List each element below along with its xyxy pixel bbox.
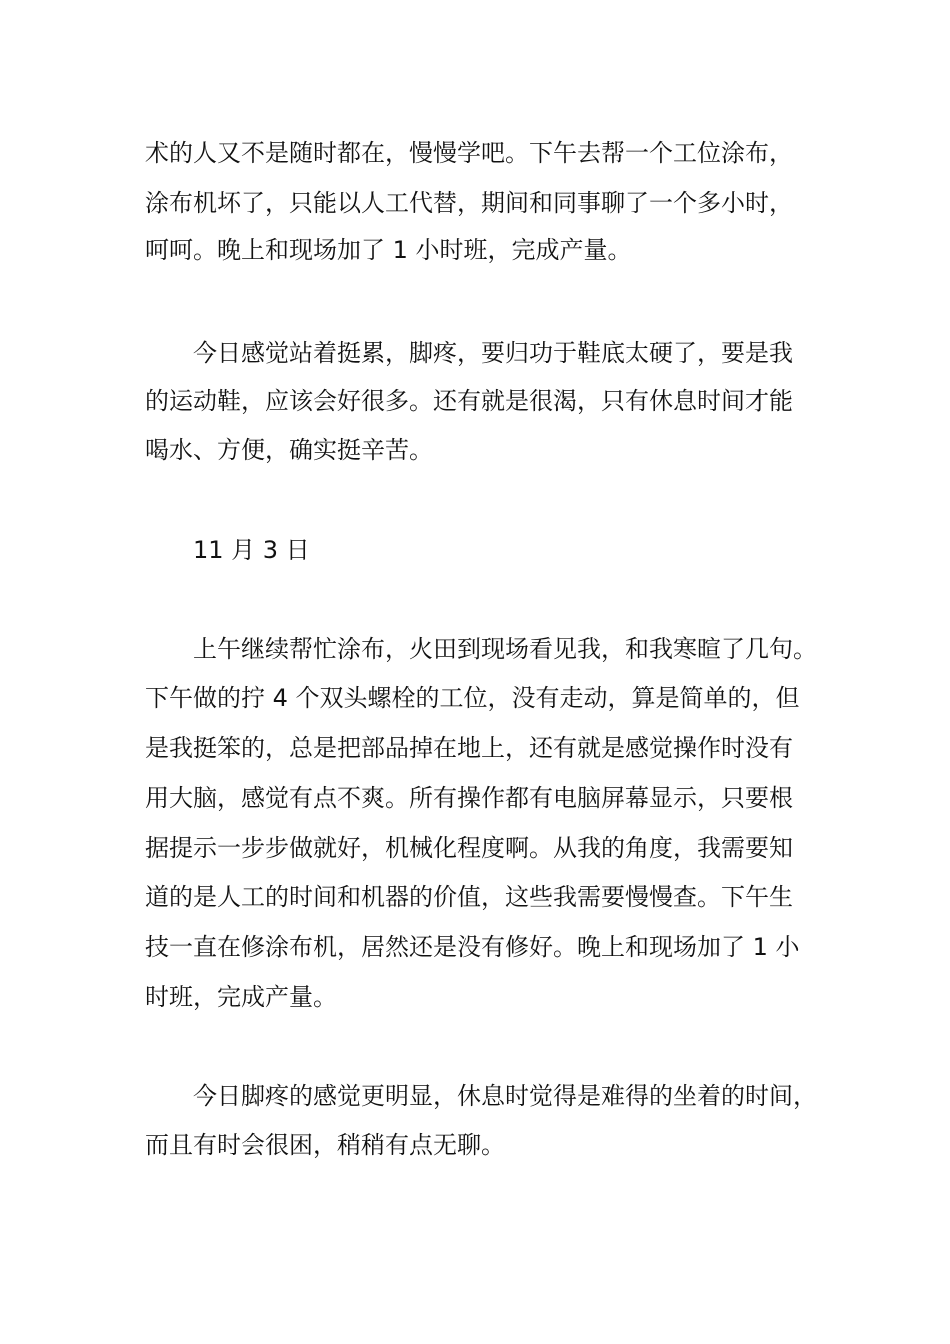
paragraph-3-line-3: 是我挺笨的，总是把部品掉在地上，还有就是感觉操作时没有 bbox=[145, 734, 793, 762]
paragraph-3-line-6: 道的是人工的时间和机器的价值，这些我需要慢慢查。下午生 bbox=[145, 883, 793, 911]
paragraph-1-line-1: 术的人又不是随时都在，慢慢学吧。下午去帮一个工位涂布， bbox=[145, 139, 793, 167]
paragraph-1-line-3: 呵呵。晚上和现场加了 1 小时班，完成产量。 bbox=[145, 236, 632, 264]
paragraph-2-line-1: 今日感觉站着挺累，脚疼，要归功于鞋底太硬了，要是我 bbox=[193, 339, 793, 367]
paragraph-2-line-3: 喝水、方便，确实挺辛苦。 bbox=[145, 436, 433, 464]
paragraph-3-line-8: 时班，完成产量。 bbox=[145, 983, 337, 1011]
paragraph-1-line-2: 涂布机坏了，只能以人工代替，期间和同事聊了一个多小时， bbox=[145, 189, 793, 217]
paragraph-3-line-4: 用大脑，感觉有点不爽。所有操作都有电脑屏幕显示，只要根 bbox=[145, 784, 793, 812]
date-heading: 11 月 3 日 bbox=[193, 536, 310, 564]
paragraph-4-line-1: 今日脚疼的感觉更明显，休息时觉得是难得的坐着的时间， bbox=[193, 1082, 817, 1110]
paragraph-2-line-2: 的运动鞋，应该会好很多。还有就是很渴，只有休息时间才能 bbox=[145, 387, 793, 415]
paragraph-4-line-2: 而且有时会很困，稍稍有点无聊。 bbox=[145, 1131, 505, 1159]
paragraph-3-line-7: 技一直在修涂布机，居然还是没有修好。晚上和现场加了 1 小 bbox=[145, 933, 800, 961]
paragraph-3-line-1: 上午继续帮忙涂布，火田到现场看见我，和我寒暄了几句。 bbox=[193, 635, 817, 663]
paragraph-3-line-2: 下午做的拧 4 个双头螺栓的工位，没有走动，算是简单的，但 bbox=[145, 684, 800, 712]
paragraph-3-line-5: 据提示一步步做就好，机械化程度啊。从我的角度，我需要知 bbox=[145, 834, 793, 862]
